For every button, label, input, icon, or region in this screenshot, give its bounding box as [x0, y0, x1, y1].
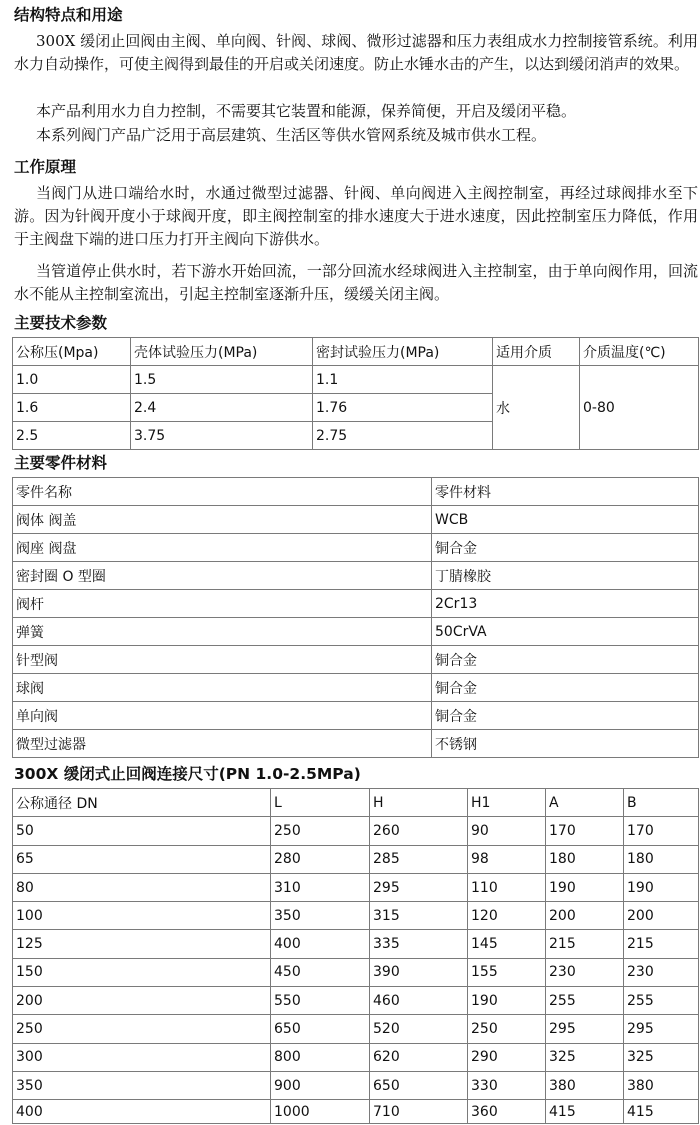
table-cell: 250	[468, 1015, 546, 1043]
table-cell: 145	[468, 930, 546, 958]
part-material-cell: WCB	[432, 506, 699, 534]
materials-heading: 主要零件材料	[14, 454, 108, 472]
table-cell: 2.5	[13, 422, 131, 450]
table-cell: 120	[468, 902, 546, 930]
table-header-row	[13, 478, 699, 506]
table-cell: 190	[468, 987, 546, 1015]
temperature-cell: 0-80	[580, 366, 699, 450]
table-row	[13, 618, 699, 646]
table-cell: 620	[370, 1043, 468, 1071]
table-cell: 230	[546, 958, 624, 986]
table-cell: 350	[271, 902, 370, 930]
table-cell: 520	[370, 1015, 468, 1043]
materials-table	[12, 477, 699, 758]
part-material-cell: 铜合金	[432, 646, 699, 674]
table-cell: 400	[13, 1100, 271, 1124]
table-cell: 230	[624, 958, 699, 986]
principle-paragraph-1: 当阀门从进口端给水时，水通过微型过滤器、针阀、单向阀进入主阀控制室，再经过球阀排水至下游。因为针阀开度小于球阀开度，即主阀控制室的排水速度大于进水速度，因此控制室压力降低，作用于主阀盘下端的进口压力打开主阀向下游供水。	[14, 184, 698, 249]
table-cell: 170	[624, 817, 699, 845]
table-cell: 330	[468, 1071, 546, 1099]
part-name-cell: 针型阀	[13, 646, 432, 674]
table-cell: 110	[468, 873, 546, 901]
table-cell: 215	[624, 930, 699, 958]
table-row	[13, 674, 699, 702]
table-row	[13, 987, 699, 1015]
table-row	[13, 873, 699, 901]
table-cell: 190	[546, 873, 624, 901]
header-cell: H1	[468, 789, 546, 817]
table-row	[13, 958, 699, 986]
table-cell: 380	[624, 1071, 699, 1099]
table-cell: 335	[370, 930, 468, 958]
header-cell: 零件名称	[13, 478, 432, 506]
table-cell: 325	[624, 1043, 699, 1071]
table-cell: 190	[624, 873, 699, 901]
features-paragraph-1: 300X 缓闭止回阀由主阀、单向阀、针阀、球阀、微形过滤器和压力表组成水力控制接管系统。利用水力自动操作，可使主阀得到最佳的开启或关闭速度。防止水锤水击的产生，以达到缓闭消声的效果。	[14, 32, 698, 74]
part-name-cell: 阀座 阀盘	[13, 534, 432, 562]
part-name-cell: 密封圈 O 型圈	[13, 562, 432, 590]
header-cell: A	[546, 789, 624, 817]
table-cell: 415	[624, 1100, 699, 1124]
table-row	[13, 506, 699, 534]
table-header-row	[13, 338, 699, 366]
table-cell: 290	[468, 1043, 546, 1071]
table-row	[13, 646, 699, 674]
part-material-cell: 铜合金	[432, 674, 699, 702]
table-cell: 650	[271, 1015, 370, 1043]
header-cell: 零件材料	[432, 478, 699, 506]
table-cell: 125	[13, 930, 271, 958]
table-cell: 360	[468, 1100, 546, 1124]
table-cell: 300	[13, 1043, 271, 1071]
table-cell: 285	[370, 845, 468, 873]
table-cell: 255	[624, 987, 699, 1015]
table-cell: 295	[624, 1015, 699, 1043]
table-row	[13, 930, 699, 958]
table-cell: 2.4	[131, 394, 313, 422]
table-cell: 90	[468, 817, 546, 845]
part-material-cell: 50CrVA	[432, 618, 699, 646]
table-cell: 415	[546, 1100, 624, 1124]
features-heading: 结构特点和用途	[14, 6, 123, 24]
table-cell: 65	[13, 845, 271, 873]
table-cell: 450	[271, 958, 370, 986]
header-cell: 密封试验压力(MPa)	[313, 338, 493, 366]
table-cell: 315	[370, 902, 468, 930]
header-cell: B	[624, 789, 699, 817]
dimensions-table	[12, 788, 699, 1124]
table-cell: 98	[468, 845, 546, 873]
table-cell: 200	[624, 902, 699, 930]
table-row	[13, 1071, 699, 1099]
table-cell: 710	[370, 1100, 468, 1124]
table-row	[13, 590, 699, 618]
table-cell: 1.6	[13, 394, 131, 422]
medium-cell: 水	[493, 366, 580, 450]
table-cell: 900	[271, 1071, 370, 1099]
table-row	[13, 534, 699, 562]
table-row	[13, 817, 699, 845]
table-row	[13, 1015, 699, 1043]
principle-paragraph-2: 当管道停止供水时，若下游水开始回流，一部分回流水经球阀进入主控制室，由于单向阀作用，回流水不能从主控制室流出，引起主控制室逐渐升压，缓缓关闭主阀。	[14, 262, 698, 304]
header-cell: 适用介质	[493, 338, 580, 366]
table-cell: 260	[370, 817, 468, 845]
header-cell: 公称压(Mpa)	[13, 338, 131, 366]
part-material-cell: 不锈钢	[432, 730, 699, 758]
table-cell: 3.75	[131, 422, 313, 450]
table-cell: 295	[370, 873, 468, 901]
table-cell: 155	[468, 958, 546, 986]
part-name-cell: 阀体 阀盖	[13, 506, 432, 534]
table-cell: 390	[370, 958, 468, 986]
table-cell: 310	[271, 873, 370, 901]
table-cell: 200	[546, 902, 624, 930]
features-paragraph-3: 本系列阀门产品广泛用于高层建筑、生活区等供水管网系统及城市供水工程。	[36, 126, 547, 144]
table-cell: 1.76	[313, 394, 493, 422]
principle-heading: 工作原理	[14, 158, 77, 176]
table-cell: 1000	[271, 1100, 370, 1124]
part-name-cell: 微型过滤器	[13, 730, 432, 758]
table-cell: 200	[13, 987, 271, 1015]
table-row	[13, 845, 699, 873]
table-cell: 255	[546, 987, 624, 1015]
table-cell: 650	[370, 1071, 468, 1099]
header-cell: 壳体试验压力(MPa)	[131, 338, 313, 366]
specs-heading: 主要技术参数	[14, 314, 108, 332]
table-cell: 170	[546, 817, 624, 845]
table-cell: 180	[546, 845, 624, 873]
header-cell: H	[370, 789, 468, 817]
table-cell: 1.5	[131, 366, 313, 394]
part-material-cell: 铜合金	[432, 534, 699, 562]
table-cell: 1.1	[313, 366, 493, 394]
features-paragraph-2: 本产品利用水力自力控制，不需要其它装置和能源，保养简便，开启及缓闭平稳。	[36, 102, 577, 120]
table-cell: 80	[13, 873, 271, 901]
header-cell: L	[271, 789, 370, 817]
dimensions-heading: 300X 缓闭式止回阀连接尺寸(PN 1.0-2.5MPa)	[14, 765, 361, 783]
part-material-cell: 2Cr13	[432, 590, 699, 618]
table-cell: 325	[546, 1043, 624, 1071]
table-header-row	[13, 789, 699, 817]
part-name-cell: 阀杆	[13, 590, 432, 618]
part-name-cell: 弹簧	[13, 618, 432, 646]
table-cell: 350	[13, 1071, 271, 1099]
header-cell: 公称通径 DN	[13, 789, 271, 817]
table-cell: 180	[624, 845, 699, 873]
table-row	[13, 1100, 699, 1124]
specs-table	[12, 337, 699, 450]
table-cell: 295	[546, 1015, 624, 1043]
table-cell: 1.0	[13, 366, 131, 394]
table-row	[13, 1043, 699, 1071]
table-cell: 550	[271, 987, 370, 1015]
table-cell: 150	[13, 958, 271, 986]
table-cell: 400	[271, 930, 370, 958]
table-cell: 460	[370, 987, 468, 1015]
table-cell: 100	[13, 902, 271, 930]
table-cell: 250	[271, 817, 370, 845]
part-material-cell: 丁腈橡胶	[432, 562, 699, 590]
table-row	[13, 702, 699, 730]
table-row	[13, 902, 699, 930]
table-cell: 280	[271, 845, 370, 873]
table-row	[13, 366, 699, 394]
table-cell: 800	[271, 1043, 370, 1071]
part-name-cell: 单向阀	[13, 702, 432, 730]
table-cell: 50	[13, 817, 271, 845]
table-row	[13, 562, 699, 590]
header-cell: 介质温度(℃)	[580, 338, 699, 366]
table-cell: 2.75	[313, 422, 493, 450]
table-cell: 215	[546, 930, 624, 958]
part-material-cell: 铜合金	[432, 702, 699, 730]
table-cell: 250	[13, 1015, 271, 1043]
table-row	[13, 730, 699, 758]
table-cell: 380	[546, 1071, 624, 1099]
part-name-cell: 球阀	[13, 674, 432, 702]
